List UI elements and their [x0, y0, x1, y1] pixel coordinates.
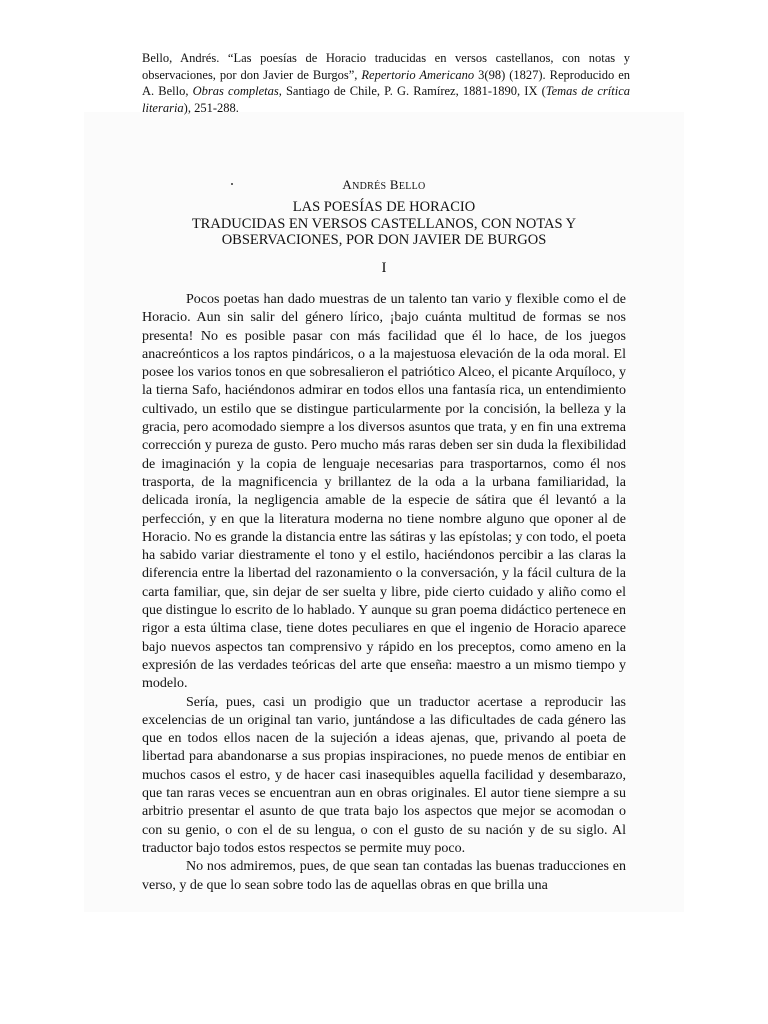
citation-journal: Repertorio Americano	[361, 67, 475, 82]
article-title	[0, 199, 768, 249]
body-paragraph: Pocos poetas han dado muestras de un talento tan vario y flexible como el de Horacio. Aun sin salir del género lírico, ¡bajo cuánta multitud de formas se nos presenta! No es posible pasar con más facilidad que él lo hace, de los juegos anacreónticos a los raptos pindáricos, o a la majestuosa elevación de la oda moral. El posee los varios tonos en que sobresalieron el patriótico Alceo, el picante Arquíloco, y la tierna Safo, haciéndonos admirar en todos ellos una fantasía rica, un entendimiento cultivado, un estilo que se distingue particularmente por la concisión, la belleza y la gracia, pero acomodado siempre a los diversos asuntos que trata, y en fin una extrema corrección y pureza de gusto. Pero mucho más raras deben ser sin duda la flexibilidad de imaginación y la copia de lenguaje necesarias para trasportarnos, como él nos trasporta, de la magnificencia y brillantez de la oda a la urbana familiaridad, la delicada ironía, la negligencia amable de la especie de sátira que él levantó a la perfección, y en que la literatura moderna no tiene nombre alguno que oponer al de Horacio. No es grande la distancia entre las sátiras y las epístolas; y con todo, el poeta ha sabido variar diestramente el tono y el estilo, haciéndonos percibir a las claras la diferencia entre la libertad del razonamiento o la conversación, y la fácil cultura de la carta familiar, que, sin dejar de ser suelta y libre, pide cierto cuidado y aliño como el que distingue lo escrito de lo hablado. Y aunque su gran poema didáctico pertenece en rigor a esta última clase, tiene dotes peculiares en que el ingenio de Horacio aparece bajo nuevos aspectos tan comprensivo y rápido en los preceptos, como ameno en la expresión de las verdades teóricas del arte que enseña: maestro a un mismo tiempo y modelo.	[142, 292, 626, 692]
title-line: LAS POESÍAS DE HORACIO	[292, 199, 476, 215]
body-paragraph: Sería, pues, casi un prodigio que un traductor acertase a reproducir las excelencias de un original tan vario, juntándose a las dificultades de cada género las que en todos ellos nacen de la sujeción a ideas ajenas, que, privando al poeta de libertad para abandonarse a sus propias inspiraciones, no puede menos de entibiar en muchos casos el estro, y de hacer casi inasequibles aquella facilidad y desembarazo, que tan raras veces se encuentran aun en obras originales. El autor tiene siempre a su arbitrio presentar el asunto de que trata bajo los aspectos que mejor se acomodan o con su genio, o con el de su lengua, o con el gusto de su nación y de su siglo. Al traductor bajo todos estos respectos se permite muy poco.	[142, 694, 626, 856]
citation-text: 3(98) (1827). Reproducido en A. Bello,	[142, 67, 630, 98]
title-line: TRADUCIDAS EN VERSOS CASTELLANOS, CON NOTAS Y	[191, 215, 577, 232]
section-numeral: I	[381, 260, 387, 276]
title-line: OBSERVACIONES, POR DON JAVIER DE BURGOS	[221, 232, 547, 248]
article-body	[142, 291, 626, 895]
body-paragraph: No nos admiremos, pues, de que sean tan contadas las buenas traducciones en verso, y de que lo sean sobre todo las de aquellas obras en que brilla una	[142, 859, 626, 893]
author-heading: ANDRÉS BELLO	[342, 177, 426, 192]
citation-text: Bello, Andrés. “Las poesías de Horacio traducidas en versos castellanos, con notas y observaciones, por don Javier de Burgos”,	[142, 51, 630, 82]
citation-series: Temas de crítica literaria	[142, 84, 630, 115]
bibliographic-citation	[142, 50, 630, 116]
citation-book: Obras completas	[192, 84, 279, 98]
citation-text: ), 251-288.	[183, 100, 239, 115]
citation-text: , Santiago de Chile, P. G. Ramírez, 1881-1890, IX (	[278, 84, 546, 98]
